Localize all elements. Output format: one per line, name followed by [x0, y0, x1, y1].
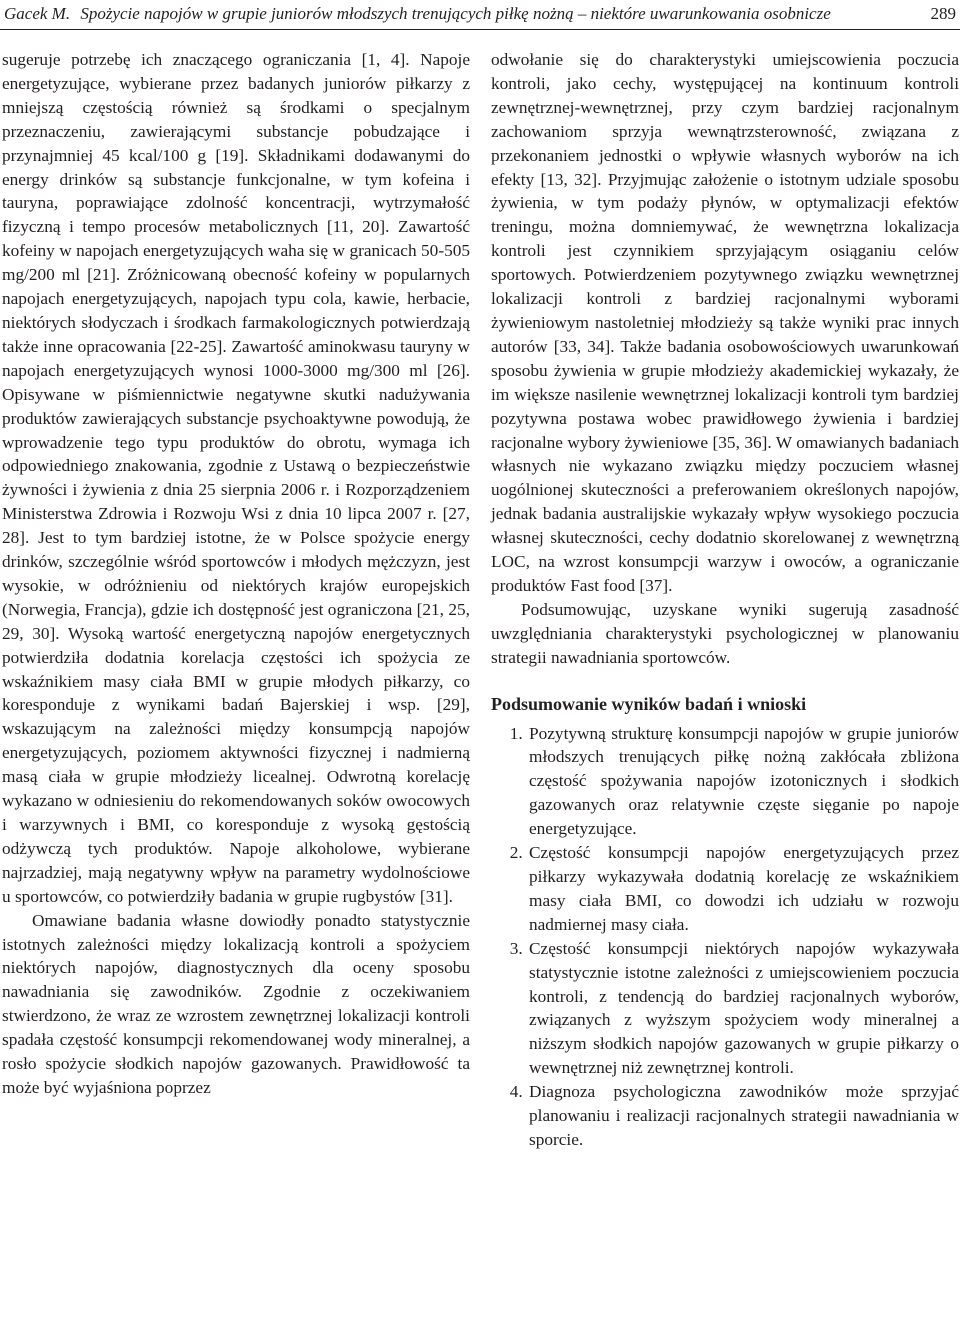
left-paragraph-2: Omawiane badania własne dowiodły ponadto statystycznie istotnych zależności między lokalizacją kontroli a spożyciem niektórych napojów, diagnostycznych dla oceny sposobu nawadniania się zawodników. Zgodnie z oczekiwaniem stwierdzono, że wraz ze wzrostem zewnętrznej lokalizacji kontroli spadała częstość konsumpcji rekomendowanej wody mineralnej, a rosło spożycie słodkich napojów gazowanych. Prawidłowość ta może być wyjaśniona poprzez	[2, 910, 470, 1097]
conclusion-item-1: 1. Pozytywną strukturę konsumpcji napojów w grupie juniorów młodszych trenujących piłkę nożną zakłócała zbliżona częstość spożywania napojów izotonicznych i słodkich gazowanych oraz relatywnie częste sięganie po napoje energetyzujące.	[527, 722, 959, 842]
conclusion-item-3: 3. Częstość konsumpcji niektórych napojów wykazywała statystycznie istotne zależności z umiejscowieniem poczucia kontroli, z tendencją do bardziej racjonalnych wyborów, związanych z wyższym spożyciem wody mineralnej a niższym słodkich napojów gazowanych w grupie piłkarzy o wewnętrznej niż zewnętrznej kontroli.	[527, 937, 959, 1080]
running-header	[4, 0, 960, 27]
right-paragraph-2: Podsumowując, uzyskane wyniki sugerują zasadność uwzględniania charakterystyki psychologicznej w planowaniu strategii nawadniania sportowców.	[491, 599, 959, 667]
conclusion-item-2: 2. Częstość konsumpcji napojów energetyzujących przez piłkarzy wykazywała dodatnią korelację ze wskaźnikiem masy ciała BMI, co dowodzi ich udziału w rozwoju nadmiernej masy ciała.	[527, 841, 959, 937]
left-paragraph-1: sugeruje potrzebę ich znaczącego ograniczania [1, 4]. Napoje energetyzujące, wybierane przez badanych juniorów piłkarzy z mniejszą częstością również są środkami o specjalnym przeznaczeniu, zawierającymi substancje pobudzające i przynajmniej 45 kcal/100 g [19]. Składnikami dodawanymi do energy drinków są substancje funkcjonalne, w tym kofeina i tauryna, poprawiające zdolność koncentracji, wytrzymałość fizyczną i tempo procesów metabolicznych [11, 20]. Zawartość kofeiny w napojach energetyzujących waha się w granicach 50-505 mg/200 ml [21]. Zróżnicowaną obecność kofeiny w popularnych napojach energetyzujących, napojach typu cola, kawie, herbacie, niektórych słodyczach i środkach farmakologicznych potwierdzają także inne opracowania [22-25]. Zawartość aminokwasu tauryny w napojach energetyzujących wynosi 1000-3000 mg/300 ml [26]. Opisywane w piśmiennictwie negatywne skutki nadużywania produktów zawierających substancje psychoaktywne powodują, że wprowadzenie tego typu produktów do obrotu, wymaga ich odpowiedniego znakowania, zgodnie z Ustawą o bezpieczeństwie żywności i żywienia z dnia 25 sierpnia 2006 r. i Rozporządzeniem Ministerstwa Zdrowia i Rozwoju Wsi z dnia 10 lipca 2007 r. [27, 28]. Jest to tym bardziej istotne, że w Polsce spożycie energy drinków, szczególnie wśród sportowców i młodych mężczyzn, jest wysokie, w odróżnieniu od niektórych krajów europejskich (Norwegia, Francja), gdzie ich dostępność jest ograniczona [21, 25, 29, 30]. Wysoką wartość energetyczną napojów energetycznych potwierdziła dodatnia korelacja częstości ich spożycia ze wskaźnikiem masy ciała BMI w grupie młodych piłkarzy, co koresponduje z wynikami badań Bajerskiej i wsp. [29], wskazującym na zależności między konsumpcją napojów energetyzujących, poziomem aktywności fizycznej i nadmierną masą ciała w grupie młodzieży licealnej. Odwrotną korelację wykazano w odniesieniu do rekomendowanych soków owocowych i warzywnych i BMI, co koresponduje z wysoką gęstością odżywczą tych produktów. Napoje alkoholowe, wybierane najrzadziej, mają negatywny wpływ na parametry wydolnościowe u sportowców, co potwierdziły badania w grupie rugbystów [31].	[2, 50, 470, 906]
conclusion-item-4: 4. Diagnoza psychologiczna zawodników może sprzyjać planowaniu i realizacji racjonalnych strategii nawadniania w sporcie.	[527, 1080, 959, 1152]
left-column	[2, 48, 470, 1100]
right-paragraph-1: odwołanie się do charakterystyki umiejscowienia poczucia kontroli, jako cechy, występującej na kontinuum kontroli zewnętrznej-wewnętrznej, przy czym bardziej racjonalnym zachowaniom sprzyja wewnątrzsterowność, związana z przekonaniem jednostki o wpływie własnych wyborów na ich efekty [13, 32]. Przyjmując założenie o istotnym udziale sposobu żywienia, w tym podaży płynów, w optymalizacji efektów treningu, można domniemywać, że wewnętrzna lokalizacja kontroli jest czynnikiem sprzyjającym osiąganiu celów sportowych. Potwierdzeniem pozytywnego związku wewnętrznej lokalizacji kontroli z bardziej racjonalnymi wyborami żywieniowym nastoletniej młodzieży są także wyniki prac innych autorów [33, 34]. Także badania osobowościowych uwarunkowań sposobu żywienia w grupie młodzieży akademickiej wykazały, że im większe nasilenie wewnętrznej lokalizacji kontroli tym bardziej pozytywna postawa wobec prawidłowego żywienia i bardziej racjonalne wybory żywieniowe [35, 36]. W omawianych badaniach własnych nie wykazano związku między poczuciem własnej uogólnionej skuteczności a preferowaniem określonych napojów, jednak badania australijskie wykazały wpływ wysokiego poczucia własnej skuteczności, cechy dodatnio skorelowanej z wewnętrzną LOC, na wzrost konsumpcji warzyw i owoców, a ograniczanie produktów Fast food [37].	[491, 50, 959, 595]
section-heading: Podsumowanie wyników badań i wnioski	[491, 693, 807, 714]
page-number: 289	[930, 4, 956, 23]
header-rule	[0, 29, 960, 30]
header-title: Spożycie napojów w grupie juniorów młodszych trenujących piłkę nożną – niektóre uwarunkowania osobnicze	[80, 4, 831, 23]
header-author: Gacek M.	[4, 4, 71, 23]
right-column	[491, 48, 959, 1152]
conclusions-list	[491, 722, 959, 1152]
